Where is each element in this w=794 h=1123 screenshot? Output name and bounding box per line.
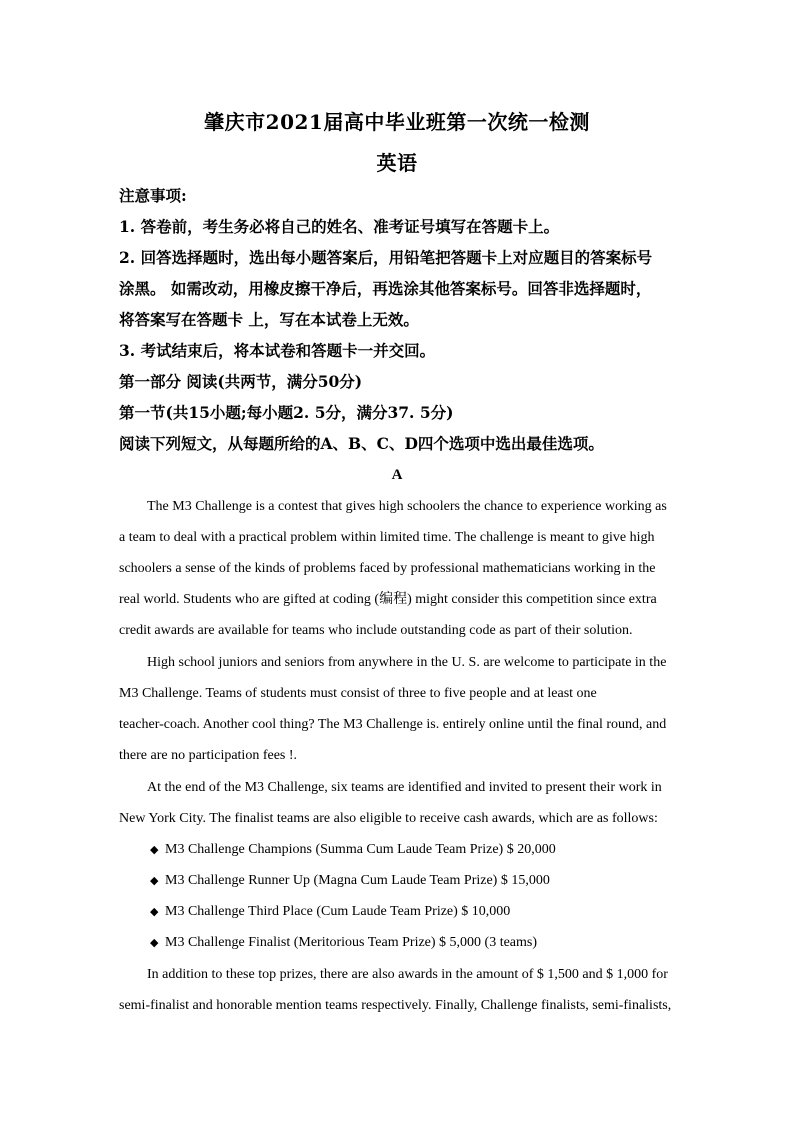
passage-line: semi-finalist and honorable mention teams respectively. Finally, Challenge finalists, semi-finalists,: [119, 998, 672, 1013]
instruction: 阅读下列短文，从每题所给的A、B、C、D四个选项中选出最佳选项。: [119, 434, 604, 453]
award-item: [150, 934, 537, 952]
part-title: 第一部分 阅读(共两节，满分50分): [119, 372, 363, 391]
award-text: M3 Challenge Runner Up (Magna Cum Laude Team Prize) $ 15,000: [165, 873, 550, 888]
award-text: M3 Challenge Third Place (Cum Laude Team Prize) $ 10,000: [165, 904, 511, 919]
notes-heading: 注意事项:: [119, 186, 187, 205]
diamond-bullet-icon: ◆: [150, 937, 159, 949]
note-line-3: 涂黑。 如需改动，用橡皮擦干净后，再选涂其他答案标号。回答非选择题时，: [119, 279, 652, 298]
passage-line: schoolers a sense of the kinds of problems faced by professional mathematicians working in the: [119, 561, 656, 576]
section-title: 第一节(共15小题;每小题2. 5分，满分37. 5分): [119, 403, 454, 422]
note-line-2: 2. 回答选择题时，选出每小题答案后，用铅笔把答题卡上对应题目的答案标号: [119, 248, 653, 267]
passage-line: M3 Challenge. Teams of students must consist of three to five people and at least one: [119, 686, 597, 701]
diamond-bullet-icon: ◆: [150, 906, 159, 918]
passage-line: In addition to these top prizes, there are also awards in the amount of $ 1,500 and $ 1,000 for: [147, 967, 668, 982]
exam-title: 肇庆市2021届高中毕业班第一次统一检测: [204, 110, 590, 134]
award-text: M3 Challenge Champions (Summa Cum Laude Team Prize) $ 20,000: [165, 842, 556, 857]
passage-line: credit awards are available for teams who include outstanding code as part of their solution.: [119, 623, 633, 638]
passage-line: High school juniors and seniors from anywhere in the U. S. are welcome to participate in the: [147, 655, 667, 670]
passage-line: New York City. The finalist teams are also eligible to receive cash awards, which are as follows:: [119, 811, 658, 826]
diamond-bullet-icon: ◆: [150, 844, 159, 856]
note-line-4: 将答案写在答题卡 上，写在本试卷上无效。: [119, 310, 419, 329]
award-item: [150, 841, 556, 859]
passage-line: At the end of the M3 Challenge, six teams are identified and invited to present their work in: [147, 780, 662, 795]
award-item: [150, 872, 550, 890]
note-line-1: 1. 答卷前，考生务必将自己的姓名、准考证号填写在答题卡上。: [119, 217, 560, 236]
passage-line: teacher-coach. Another cool thing? The M3 Challenge is. entirely online until the final round, and: [119, 717, 667, 732]
passage-line: real world. Students who are gifted at coding (编程) might consider this competition since extra: [119, 592, 657, 607]
subject-title: 英语: [376, 151, 418, 175]
passage-line: there are no participation fees !.: [119, 748, 298, 763]
award-item: [150, 903, 510, 921]
award-text: M3 Challenge Finalist (Meritorious Team Prize) $ 5,000 (3 teams): [165, 935, 538, 950]
note-line-5: 3. 考试结束后，将本试卷和答题卡一并交回。: [119, 341, 436, 360]
passage-letter: A: [391, 467, 403, 483]
diamond-bullet-icon: ◆: [150, 875, 159, 887]
passage-line: a team to deal with a practical problem within limited time. The challenge is meant to give high: [119, 530, 655, 545]
passage-line: The M3 Challenge is a contest that gives high schoolers the chance to experience working as: [147, 499, 667, 514]
